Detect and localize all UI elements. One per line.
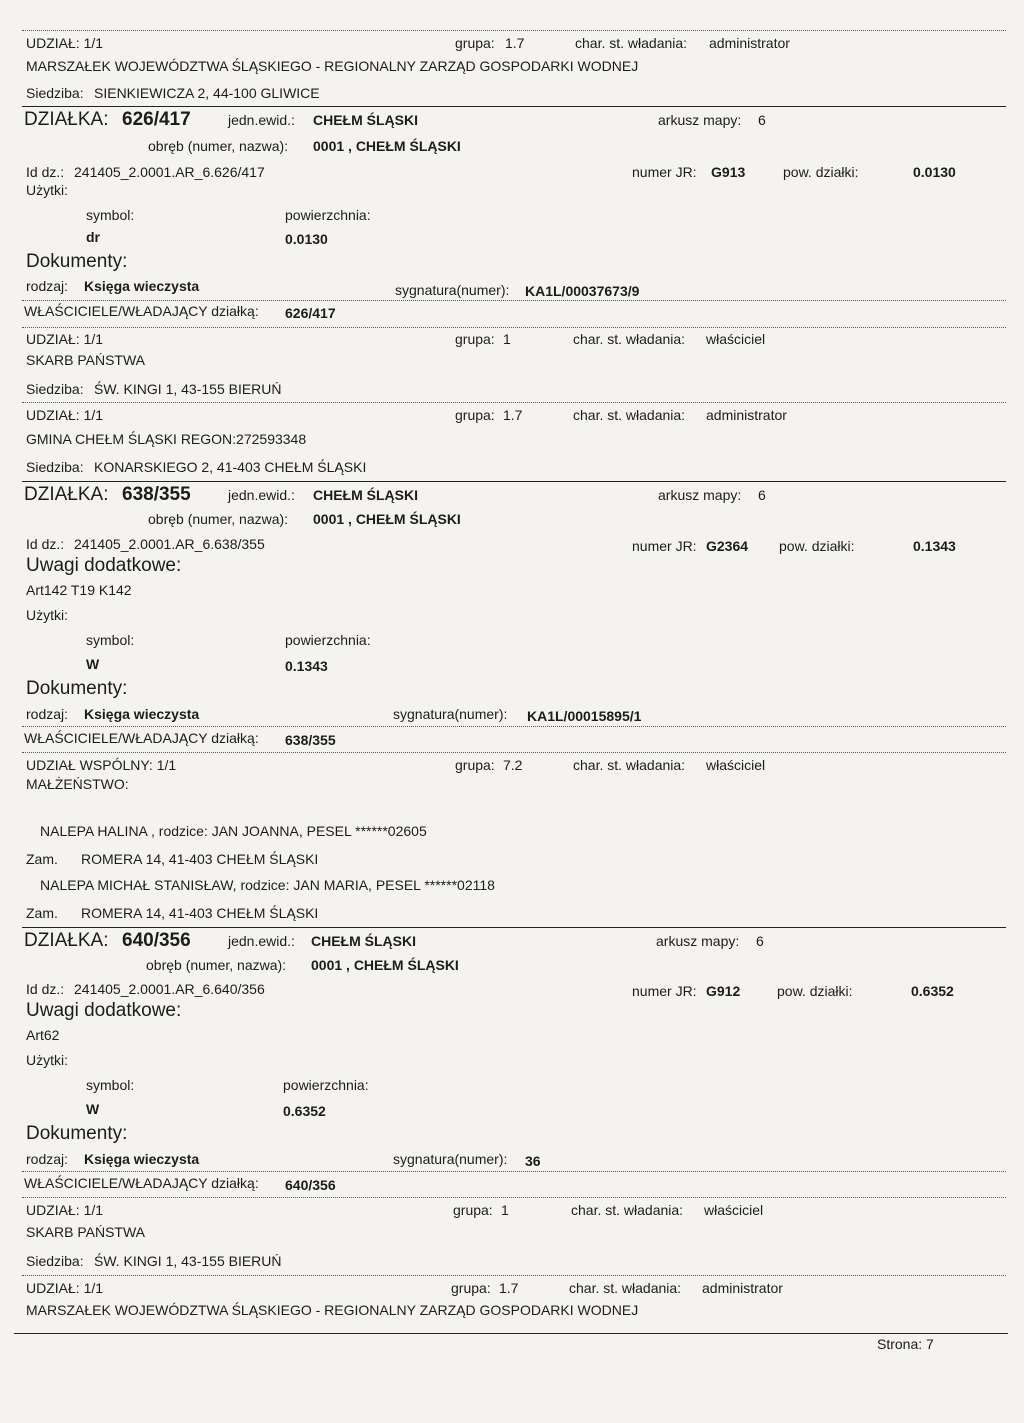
- sygnatura-label: sygnatura(numer):: [395, 282, 510, 298]
- jedn-value: CHEŁM ŚLĄSKI: [313, 112, 418, 128]
- symbol-label: symbol:: [86, 632, 135, 648]
- grupa-label: grupa:: [455, 757, 495, 773]
- siedziba-value: ŚW. KINGI 1, 43-155 BIERUŃ: [94, 381, 282, 397]
- divider: [22, 752, 1006, 753]
- arkusz-label: arkusz mapy:: [658, 487, 742, 503]
- wlasciciele-label: WŁAŚCICIELE/WŁADAJĄCY działką:: [24, 303, 259, 319]
- parcel-label: DZIAŁKA:: [24, 484, 109, 505]
- powierzchnia-label: powierzchnia:: [285, 207, 371, 223]
- grupa-label: grupa:: [453, 1202, 493, 1218]
- pow-label: pow. działki:: [783, 164, 859, 180]
- obreb-label: obręb (numer, nazwa):: [148, 511, 289, 527]
- zam-label: Zam.: [26, 905, 58, 921]
- rodzaj-value: Księga wieczysta: [84, 278, 200, 294]
- powierzchnia-value: 0.6352: [283, 1103, 326, 1119]
- char-label: char. st. władania:: [573, 407, 686, 423]
- parcel-number: 638/355: [122, 484, 191, 505]
- powierzchnia-value: 0.0130: [285, 231, 328, 247]
- arkusz-value: 6: [756, 933, 764, 949]
- numerjr-label: numer JR:: [632, 983, 697, 999]
- numerjr-value: G913: [711, 164, 746, 180]
- obreb-value: 0001 , CHEŁM ŚLĄSKI: [313, 138, 461, 154]
- symbol-value: W: [86, 1101, 100, 1117]
- divider: [22, 327, 1006, 328]
- wlasciciele-value: 638/355: [285, 732, 336, 748]
- parcel-number: 626/417: [122, 109, 191, 130]
- grupa-value: 1: [503, 331, 511, 347]
- sygnatura-label: sygnatura(numer):: [393, 706, 508, 722]
- char-label: char. st. władania:: [573, 757, 686, 773]
- udzial-label: UDZIAŁ: 1/1: [26, 1280, 104, 1296]
- grupa-value: 1.7: [505, 35, 525, 51]
- jedn-label: jedn.ewid.:: [228, 112, 295, 128]
- uwagi-heading: Uwagi dodatkowe:: [26, 555, 182, 576]
- char-value: właściciel: [706, 757, 766, 773]
- udzial-label: UDZIAŁ: 1/1: [26, 35, 104, 51]
- iddz-value: 241405_2.0001.AR_6.640/356: [74, 981, 265, 997]
- siedziba-value: KONARSKIEGO 2, 41-403 CHEŁM ŚLĄSKI: [94, 459, 367, 475]
- dokumenty-heading: Dokumenty:: [26, 251, 128, 272]
- rodzaj-value: Księga wieczysta: [84, 706, 200, 722]
- uwagi-heading: Uwagi dodatkowe:: [26, 1000, 182, 1021]
- grupa-value: 1.7: [503, 407, 523, 423]
- char-label: char. st. władania:: [569, 1280, 682, 1296]
- iddz-value: 241405_2.0001.AR_6.626/417: [74, 164, 265, 180]
- siedziba-value: ŚW. KINGI 1, 43-155 BIERUŃ: [94, 1253, 282, 1269]
- divider: [22, 726, 1006, 727]
- pow-value: 0.1343: [913, 538, 956, 554]
- jedn-value: CHEŁM ŚLĄSKI: [313, 487, 418, 503]
- pow-value: 0.0130: [913, 164, 956, 180]
- uzytki-label: Użytki:: [26, 1052, 68, 1068]
- iddz-label: Id dz.:: [26, 164, 65, 180]
- uwagi-value: Art142 T19 K142: [26, 582, 132, 598]
- grupa-value: 1: [501, 1202, 509, 1218]
- dokumenty-heading: Dokumenty:: [26, 678, 128, 699]
- powierzchnia-label: powierzchnia:: [285, 632, 371, 648]
- person-entry: NALEPA HALINA , rodzice: JAN JOANNA, PESEL ******02605: [40, 823, 427, 839]
- owner-name: SKARB PAŃSTWA: [26, 1224, 146, 1240]
- char-label: char. st. władania:: [573, 331, 686, 347]
- udzial-wspolny-label: UDZIAŁ WSPÓLNY: 1/1: [26, 757, 177, 773]
- jedn-value: CHEŁM ŚLĄSKI: [311, 933, 416, 949]
- wlasciciele-value: 640/356: [285, 1177, 336, 1193]
- address-value: ROMERA 14, 41-403 CHEŁM ŚLĄSKI: [81, 851, 319, 867]
- rodzaj-value: Księga wieczysta: [84, 1151, 200, 1167]
- powierzchnia-value: 0.1343: [285, 658, 328, 674]
- wlasciciele-value: 626/417: [285, 305, 336, 321]
- grupa-label: grupa:: [455, 407, 495, 423]
- grupa-value: 1.7: [499, 1280, 519, 1296]
- symbol-value: dr: [86, 229, 100, 245]
- obreb-label: obręb (numer, nazwa):: [146, 957, 287, 973]
- divider: [22, 1171, 1006, 1172]
- char-label: char. st. władania:: [575, 35, 688, 51]
- zam-label: Zam.: [26, 851, 58, 867]
- parcel-label: DZIAŁKA:: [24, 930, 109, 951]
- wlasciciele-label: WŁAŚCICIELE/WŁADAJĄCY działką:: [24, 1175, 259, 1191]
- divider: [22, 1275, 1006, 1276]
- obreb-label: obręb (numer, nazwa):: [148, 138, 289, 154]
- uzytki-label: Użytki:: [26, 182, 68, 198]
- char-label: char. st. władania:: [571, 1202, 684, 1218]
- wlasciciele-label: WŁAŚCICIELE/WŁADAJĄCY działką:: [24, 730, 259, 746]
- numerjr-value: G2364: [706, 538, 749, 554]
- divider: [22, 402, 1006, 403]
- pow-value: 0.6352: [911, 983, 954, 999]
- char-value: administrator: [702, 1280, 783, 1296]
- numerjr-value: G912: [706, 983, 741, 999]
- owner-name: MARSZAŁEK WOJEWÓDZTWA ŚLĄSKIEGO - REGIONALNY ZARZĄD GOSPODARKI WODNEJ: [26, 58, 639, 74]
- uzytki-label: Użytki:: [26, 607, 68, 623]
- iddz-value: 241405_2.0001.AR_6.638/355: [74, 536, 265, 552]
- divider: [22, 300, 1006, 301]
- char-value: właściciel: [706, 331, 766, 347]
- footer-line: [14, 1333, 1008, 1334]
- parcel-label: DZIAŁKA:: [24, 109, 109, 130]
- owner-name: GMINA CHEŁM ŚLĄSKI REGON:272593348: [26, 431, 307, 447]
- pow-label: pow. działki:: [779, 538, 855, 554]
- char-value: właściciel: [704, 1202, 764, 1218]
- grupa-label: grupa:: [451, 1280, 491, 1296]
- rodzaj-label: rodzaj:: [26, 1151, 69, 1167]
- address-value: ROMERA 14, 41-403 CHEŁM ŚLĄSKI: [81, 905, 319, 921]
- rodzaj-label: rodzaj:: [26, 706, 69, 722]
- siedziba-label: Siedziba:: [26, 85, 84, 101]
- grupa-label: grupa:: [455, 331, 495, 347]
- jedn-label: jedn.ewid.:: [228, 487, 295, 503]
- obreb-value: 0001 , CHEŁM ŚLĄSKI: [313, 511, 461, 527]
- siedziba-label: Siedziba:: [26, 1253, 84, 1269]
- divider: [22, 30, 1006, 31]
- parcel-divider: [22, 106, 1006, 107]
- obreb-value: 0001 , CHEŁM ŚLĄSKI: [311, 957, 459, 973]
- grupa-label: grupa:: [455, 35, 495, 51]
- arkusz-value: 6: [758, 112, 766, 128]
- parcel-divider: [22, 481, 1006, 482]
- parcel-divider: [22, 927, 1006, 928]
- rodzaj-label: rodzaj:: [26, 278, 69, 294]
- siedziba-label: Siedziba:: [26, 381, 84, 397]
- page-number: Strona: 7: [877, 1336, 934, 1352]
- iddz-label: Id dz.:: [26, 981, 65, 997]
- powierzchnia-label: powierzchnia:: [283, 1077, 369, 1093]
- udzial-label: UDZIAŁ: 1/1: [26, 331, 104, 347]
- symbol-label: symbol:: [86, 207, 135, 223]
- dokumenty-heading: Dokumenty:: [26, 1123, 128, 1144]
- iddz-label: Id dz.:: [26, 536, 65, 552]
- owner-name: MARSZAŁEK WOJEWÓDZTWA ŚLĄSKIEGO - REGIONALNY ZARZĄD GOSPODARKI WODNEJ: [26, 1302, 639, 1318]
- sygnatura-label: sygnatura(numer):: [393, 1151, 508, 1167]
- parcel-number: 640/356: [122, 930, 191, 951]
- uwagi-value: Art62: [26, 1027, 60, 1043]
- owner-name: MAŁŻEŃSTWO:: [26, 776, 129, 792]
- sygnatura-value: KA1L/00037673/9: [525, 283, 640, 299]
- arkusz-value: 6: [758, 487, 766, 503]
- arkusz-label: arkusz mapy:: [656, 933, 740, 949]
- char-value: administrator: [709, 35, 790, 51]
- symbol-value: W: [86, 656, 100, 672]
- arkusz-label: arkusz mapy:: [658, 112, 742, 128]
- owner-name: SKARB PAŃSTWA: [26, 352, 146, 368]
- pow-label: pow. działki:: [777, 983, 853, 999]
- sygnatura-value: 36: [525, 1153, 541, 1169]
- char-value: administrator: [706, 407, 787, 423]
- person-entry: NALEPA MICHAŁ STANISŁAW, rodzice: JAN MARIA, PESEL ******02118: [40, 877, 495, 893]
- siedziba-label: Siedziba:: [26, 459, 84, 475]
- numerjr-label: numer JR:: [632, 538, 697, 554]
- udzial-label: UDZIAŁ: 1/1: [26, 407, 104, 423]
- numerjr-label: numer JR:: [632, 164, 697, 180]
- siedziba-value: SIENKIEWICZA 2, 44-100 GLIWICE: [94, 85, 320, 101]
- divider: [22, 1197, 1006, 1198]
- sygnatura-value: KA1L/00015895/1: [527, 708, 642, 724]
- symbol-label: symbol:: [86, 1077, 135, 1093]
- grupa-value: 7.2: [503, 757, 523, 773]
- udzial-label: UDZIAŁ: 1/1: [26, 1202, 104, 1218]
- jedn-label: jedn.ewid.:: [228, 933, 295, 949]
